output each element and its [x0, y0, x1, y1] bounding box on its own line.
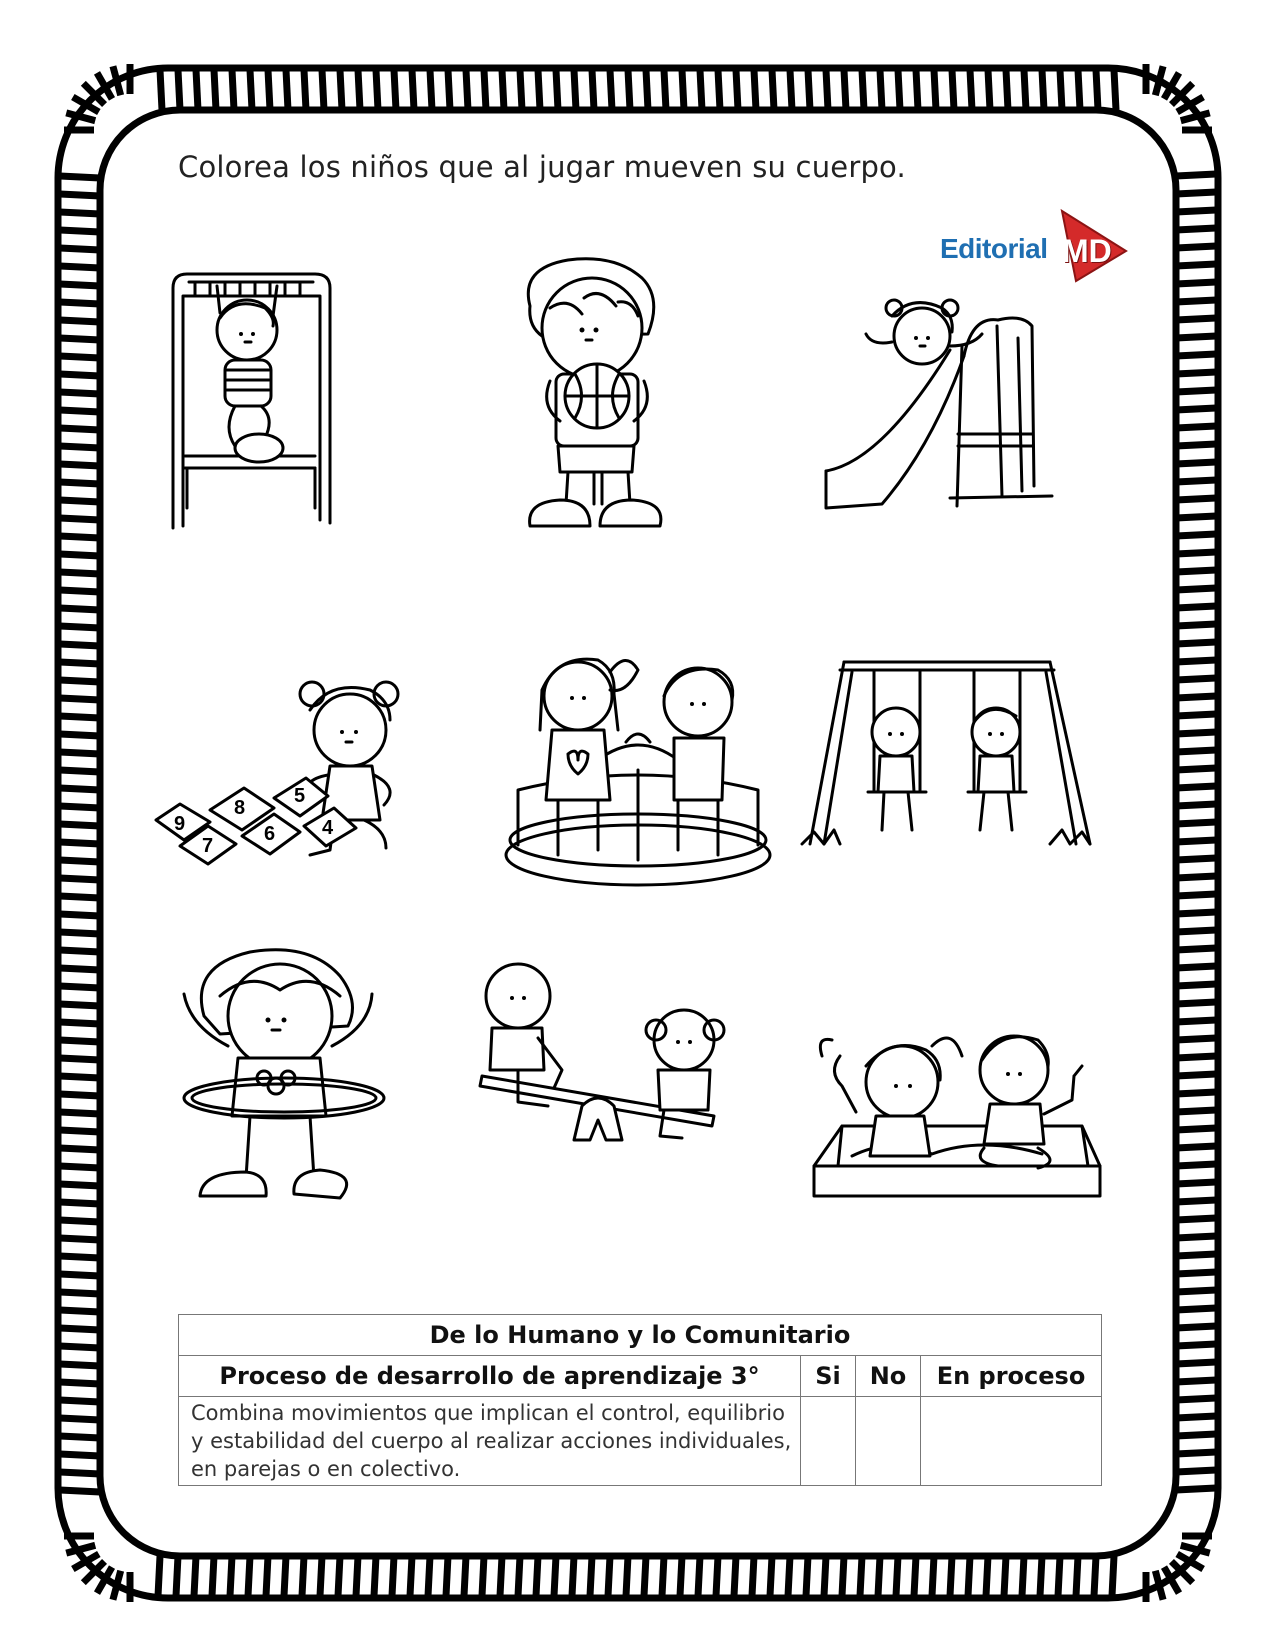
checkbox-cell-en-proceso[interactable] [921, 1397, 1102, 1486]
hopscotch-number: 8 [234, 797, 246, 819]
hopscotch-number: 4 [322, 817, 334, 839]
children-on-merry-go-round-icon [498, 650, 778, 894]
header-si: Si [801, 1356, 856, 1397]
table-title: De lo Humano y lo Comunitario [179, 1315, 1102, 1356]
logo-word: Editorial [940, 233, 1048, 264]
boy-holding-basketball-icon [520, 256, 670, 538]
instruction-text: Colorea los niños que al jugar mueven su cuerpo. [178, 150, 906, 184]
hopscotch-number: 5 [294, 785, 306, 807]
header-en-proceso: En proceso [921, 1356, 1102, 1397]
girl-on-slide-icon [822, 286, 1062, 526]
row-description: Combina movimientos que implican el control, equilibrio y estabilidad del cuerpo al realizar acciones individuales, en parejas o en colectivo. [179, 1397, 801, 1486]
children-on-seesaw-icon [478, 960, 728, 1150]
table-header-row [179, 1356, 1102, 1397]
children-on-swings-icon [800, 652, 1092, 856]
girl-playing-hopscotch-icon [150, 670, 405, 875]
evaluation-table [178, 1314, 1102, 1486]
checkbox-cell-si[interactable] [801, 1397, 856, 1486]
hopscotch-number: 9 [174, 813, 186, 835]
children-in-sandbox-icon [812, 1016, 1102, 1212]
editorial-logo [938, 205, 1128, 285]
child-on-monkey-bars-icon [165, 268, 340, 533]
table-row [179, 1397, 1102, 1486]
header-process: Proceso de desarrollo de aprendizaje 3° [179, 1356, 801, 1397]
girl-with-hula-hoop-icon [180, 946, 395, 1212]
logo-mark-text: MD [1062, 233, 1112, 269]
hopscotch-number: 7 [202, 835, 214, 857]
header-no: No [856, 1356, 921, 1397]
hopscotch-number: 6 [264, 823, 276, 845]
checkbox-cell-no[interactable] [856, 1397, 921, 1486]
